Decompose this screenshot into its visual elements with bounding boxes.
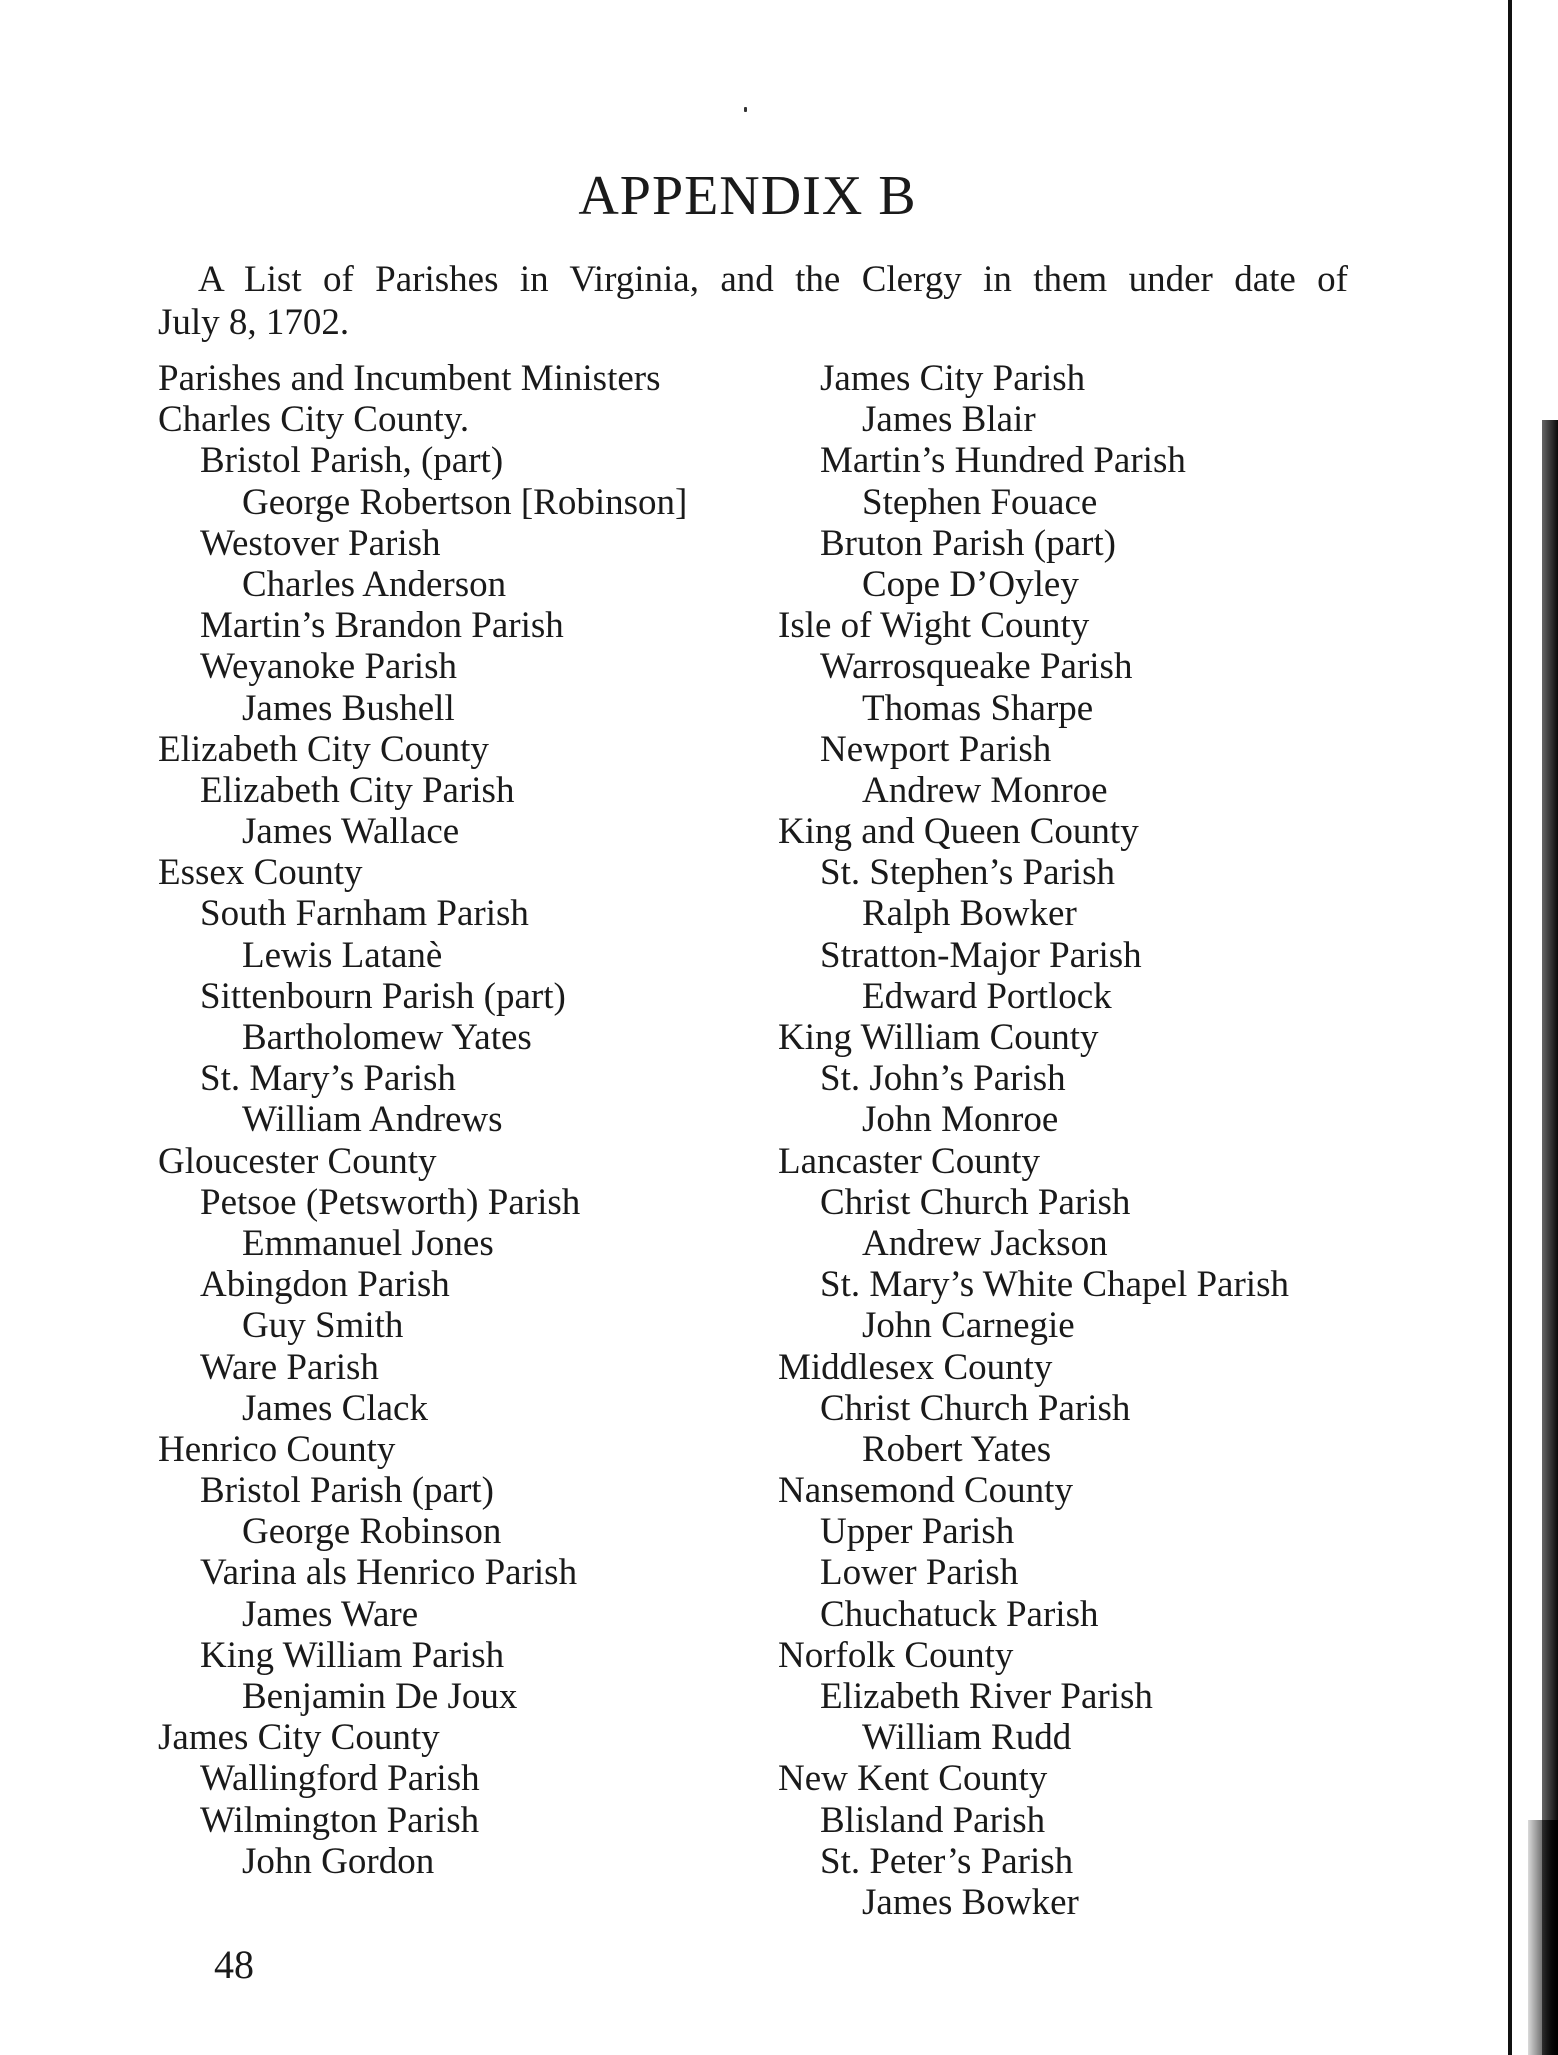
parish-entry: Westover Parish (200, 522, 441, 564)
parish-entry: Sittenbourn Parish (part) (200, 975, 566, 1017)
parish-entry: St. Stephen’s Parish (820, 852, 1115, 894)
ink-speck (744, 107, 747, 112)
parish-entry: Wallingford Parish (200, 1758, 480, 1800)
binding-shadow-base (1528, 1820, 1558, 2055)
intro-paragraph (158, 258, 1348, 344)
parish-entry: Bristol Parish (part) (200, 1470, 494, 1512)
parish-entry: Abingdon Parish (200, 1264, 450, 1306)
county-heading: Isle of Wight County (778, 605, 1090, 647)
left-column-list (158, 358, 798, 1882)
book-binding-edge (1508, 0, 1558, 2055)
parish-entry: South Farnham Parish (200, 893, 529, 935)
parish-entry: Petsoe (Petsworth) Parish (200, 1181, 581, 1223)
minister-entry: James Ware (242, 1593, 419, 1635)
minister-entry: Ralph Bowker (862, 893, 1077, 935)
minister-entry: James Bowker (862, 1881, 1079, 1923)
parish-entry: Upper Parish (820, 1511, 1015, 1553)
intro-line-1: A List of Parishes in Virginia, and the Clergy in them under date of (198, 259, 1348, 300)
minister-entry: George Robertson [Robinson] (242, 481, 688, 523)
parish-entry: Ware Parish (200, 1346, 379, 1388)
county-heading: James City County (158, 1717, 440, 1759)
parish-entry: Elizabeth River Parish (820, 1676, 1153, 1717)
county-heading: King and Queen County (778, 811, 1139, 853)
county-heading: Norfolk County (778, 1634, 1014, 1676)
parish-entry: Lower Parish (820, 1552, 1019, 1594)
minister-entry: Benjamin De Joux (242, 1676, 518, 1717)
minister-entry: William Rudd (862, 1717, 1072, 1759)
county-heading: Essex County (158, 852, 363, 894)
minister-entry: Thomas Sharpe (862, 687, 1094, 729)
minister-entry: Lewis Latanè (242, 934, 443, 976)
parish-entry: St. Mary’s White Chapel Parish (820, 1264, 1289, 1306)
parish-entry: Bristol Parish, (part) (200, 440, 504, 482)
minister-entry: Emmanuel Jones (242, 1222, 494, 1264)
parish-entry: St. Peter’s Parish (820, 1840, 1074, 1882)
county-heading: Henrico County (158, 1428, 396, 1470)
county-heading: Middlesex County (778, 1346, 1053, 1388)
minister-entry: James Wallace (242, 811, 460, 853)
parish-entry: Martin’s Brandon Parish (200, 605, 564, 647)
parish-entry: Bruton Parish (part) (820, 522, 1116, 564)
parish-entry: St. Mary’s Parish (200, 1058, 456, 1100)
minister-entry: Robert Yates (862, 1428, 1052, 1470)
parish-entry: Varina als Henrico Parish (200, 1552, 578, 1594)
right-column-list (778, 358, 1438, 1923)
county-heading: Gloucester County (158, 1140, 437, 1182)
county-heading: New Kent County (778, 1758, 1048, 1800)
minister-entry: James Bushell (242, 687, 455, 729)
minister-entry: Stephen Fouace (862, 481, 1098, 523)
parish-entry: Elizabeth City Parish (200, 769, 515, 811)
parish-entry: Blisland Parish (820, 1799, 1046, 1841)
minister-entry: Bartholomew Yates (242, 1017, 532, 1058)
parish-entry: Christ Church Parish (820, 1181, 1131, 1223)
minister-entry: Andrew Jackson (862, 1222, 1108, 1264)
parish-entry: James City Parish (820, 358, 1086, 399)
parish-entry: St. John’s Parish (820, 1058, 1066, 1100)
county-heading: Parishes and Incumbent Ministers (158, 358, 661, 399)
county-heading: King William County (778, 1017, 1099, 1058)
county-heading: Nansemond County (778, 1470, 1073, 1512)
minister-entry: George Robinson (242, 1511, 502, 1553)
parish-entry: Newport Parish (820, 728, 1052, 770)
minister-entry: Charles Anderson (242, 563, 507, 605)
binding-line (1508, 0, 1512, 2055)
page-number: 48 (214, 1942, 254, 1987)
minister-entry: Edward Portlock (862, 975, 1112, 1017)
minister-entry: James Blair (862, 399, 1036, 441)
parish-entry: Weyanoke Parish (200, 646, 457, 688)
minister-entry: William Andrews (242, 1099, 503, 1141)
parish-entry: Wilmington Parish (200, 1799, 480, 1841)
page-title: APPENDIX B (578, 165, 917, 227)
parish-entry: Martin’s Hundred Parish (820, 440, 1186, 482)
county-heading: Charles City County. (158, 399, 470, 441)
minister-entry: Guy Smith (242, 1305, 404, 1347)
parish-entry: King William Parish (200, 1634, 505, 1676)
intro-line-2: July 8, 1702. (158, 302, 350, 343)
minister-entry: Cope D’Oyley (862, 563, 1079, 605)
parish-entry: Stratton-Major Parish (820, 934, 1142, 976)
minister-entry: John Monroe (862, 1099, 1059, 1141)
minister-entry: John Gordon (242, 1840, 435, 1882)
binding-shadow (1542, 420, 1558, 2055)
county-heading: Lancaster County (778, 1140, 1040, 1182)
parish-entry: Chuchatuck Parish (820, 1593, 1099, 1635)
parish-entry: Warrosqueake Parish (820, 646, 1133, 688)
minister-entry: John Carnegie (862, 1305, 1075, 1347)
parish-entry: Christ Church Parish (820, 1387, 1131, 1429)
minister-entry: James Clack (242, 1387, 428, 1429)
minister-entry: Andrew Monroe (862, 769, 1108, 811)
county-heading: Elizabeth City County (158, 728, 489, 770)
